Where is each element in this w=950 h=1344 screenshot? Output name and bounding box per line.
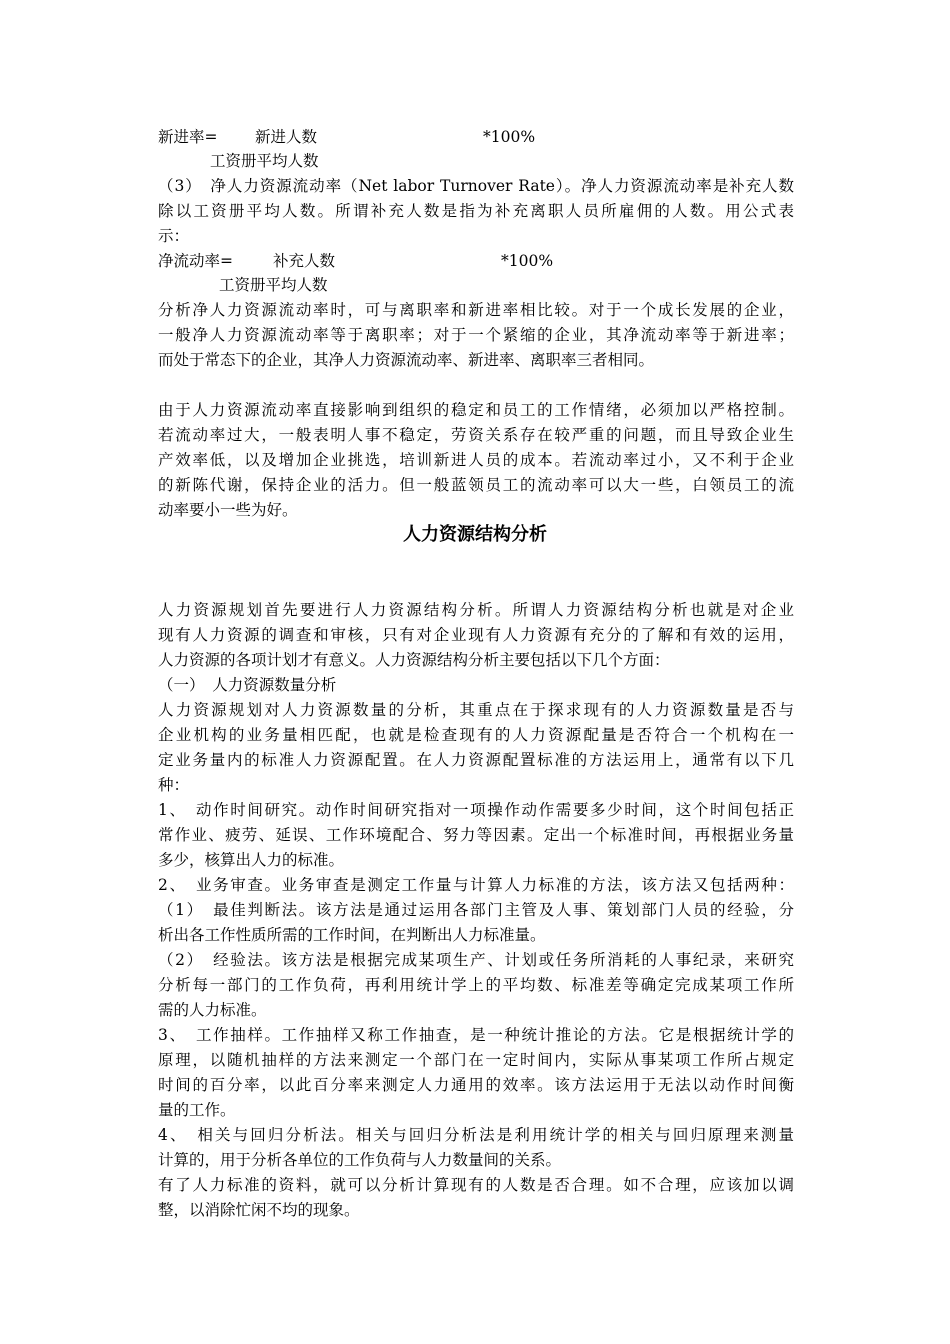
item-3-line: 量的工作。 bbox=[158, 1101, 236, 1119]
item-4-line: 计算的，用于分析各单位的工作负荷与人力数量间的关系。 bbox=[158, 1151, 562, 1169]
compare-line: 分析净人力资源流动率时，可与离职率和新进率相比较。对于一个成长发展的企业， bbox=[158, 301, 794, 319]
item-3-line: 3、 工作抽样。工作抽样又称工作抽查，是一种统计推论的方法。它是根据统计学的 bbox=[158, 1026, 794, 1044]
formula-new-hire-numerator: 新进人数 bbox=[255, 128, 318, 146]
net-rate-line: 除以工资册平均人数。所谓补充人数是指为补充离职人员所雇佣的人数。用公式表 bbox=[158, 202, 794, 220]
quantity-line: 种： bbox=[158, 776, 190, 794]
item-2b-line: 需的人力标准。 bbox=[158, 1001, 267, 1019]
control-line: 产效率低，以及增加企业挑选，培训新进人员的成本。若流动率过小，又不利于企业 bbox=[158, 451, 794, 469]
formula-new-hire-denominator: 工资册平均人数 bbox=[210, 152, 319, 170]
formula-net-rate-numerator: 补充人数 bbox=[273, 252, 336, 270]
formula-net-rate-factor: *100% bbox=[501, 252, 554, 270]
compare-line: 而处于常态下的企业，其净人力资源流动率、新进率、离职率三者相同。 bbox=[158, 351, 655, 369]
item-2b-line: 分析每一部门的工作负荷，再利用统计学上的平均数、标准差等确定完成某项工作所 bbox=[158, 976, 794, 994]
intro-line: 人力资源的各项计划才有意义。人力资源结构分析主要包括以下几个方面： bbox=[158, 651, 670, 669]
item-4-line: 4、 相关与回归分析法。相关与回归分析法是利用统计学的相关与回归原理来测量 bbox=[158, 1126, 794, 1144]
item-1-line: 1、 动作时间研究。动作时间研究指对一项操作动作需要多少时间，这个时间包括正 bbox=[158, 801, 794, 819]
item-2a-line: 析出各工作性质所需的工作时间，在判断出人力标准量。 bbox=[158, 926, 546, 944]
intro-line: 人力资源规划首先要进行人力资源结构分析。所谓人力资源结构分析也就是对企业 bbox=[158, 601, 794, 619]
control-line: 由于人力资源流动率直接影响到组织的稳定和员工的工作情绪，必须加以严格控制。 bbox=[158, 401, 794, 419]
intro-line: 现有人力资源的调查和审核，只有对企业现有人力资源有充分的了解和有效的运用， bbox=[158, 626, 794, 644]
section-title: 人力资源结构分析 bbox=[403, 524, 547, 545]
item-1-line: 常作业、疲劳、延误、工作环境配合、努力等因素。定出一个标准时间，再根据业务量 bbox=[158, 826, 794, 844]
conclusion-line: 整，以消除忙闲不均的现象。 bbox=[158, 1201, 360, 1219]
item-2a-line: （1） 最佳判断法。该方法是通过运用各部门主管及人事、策划部门人员的经验，分 bbox=[158, 901, 794, 919]
net-rate-line: 示： bbox=[158, 227, 190, 245]
conclusion-line: 有了人力标准的资料，就可以分析计算现有的人数是否合理。如不合理，应该加以调 bbox=[158, 1176, 794, 1194]
control-line: 动率要小一些为好。 bbox=[158, 501, 298, 519]
compare-line: 一般净人力资源流动率等于离职率；对于一个紧缩的企业，其净流动率等于新进率； bbox=[158, 326, 794, 344]
net-rate-line: （3） 净人力资源流动率（Net labor Turnover Rate）。净人力资源流动率是补充人数 bbox=[158, 177, 794, 195]
item-3-line: 时间的百分率，以此百分率来测定人力通用的效率。该方法运用于无法以动作时间衡 bbox=[158, 1076, 794, 1094]
formula-new-hire-factor: *100% bbox=[483, 128, 536, 146]
quantity-line: 人力资源规划对人力资源数量的分析，其重点在于探求现有的人力资源数量是否与 bbox=[158, 701, 794, 719]
item-2b-line: （2） 经验法。该方法是根据完成某项生产、计划或任务所消耗的人事纪录，来研究 bbox=[158, 951, 794, 969]
formula-net-rate-label: 净流动率= bbox=[158, 252, 233, 270]
formula-new-hire-label: 新进率= bbox=[158, 128, 218, 146]
quantity-line: 定业务量内的标准人力资源配置。在人力资源配置标准的方法运用上，通常有以下几 bbox=[158, 751, 794, 769]
item-1-line: 多少，核算出人力的标准。 bbox=[158, 851, 345, 869]
quantity-line: 企业机构的业务量相匹配，也就是检查现有的人力资源配量是否符合一个机构在一 bbox=[158, 726, 794, 744]
sub-heading: （一） 人力资源数量分析 bbox=[158, 676, 337, 694]
item-3-line: 原理，以随机抽样的方法来测定一个部门在一定时间内，实际从事某项工作所占规定 bbox=[158, 1051, 794, 1069]
control-line: 的新陈代谢，保持企业的活力。但一般蓝领员工的流动率可以大一些，白领员工的流 bbox=[158, 476, 794, 494]
item-2-line: 2、 业务审查。业务审查是测定工作量与计算人力标准的方法，该方法又包括两种： bbox=[158, 876, 794, 894]
control-line: 若流动率过大，一般表明人事不稳定，劳资关系存在较严重的问题，而且导致企业生 bbox=[158, 426, 794, 444]
formula-net-rate-denominator: 工资册平均人数 bbox=[219, 276, 328, 294]
